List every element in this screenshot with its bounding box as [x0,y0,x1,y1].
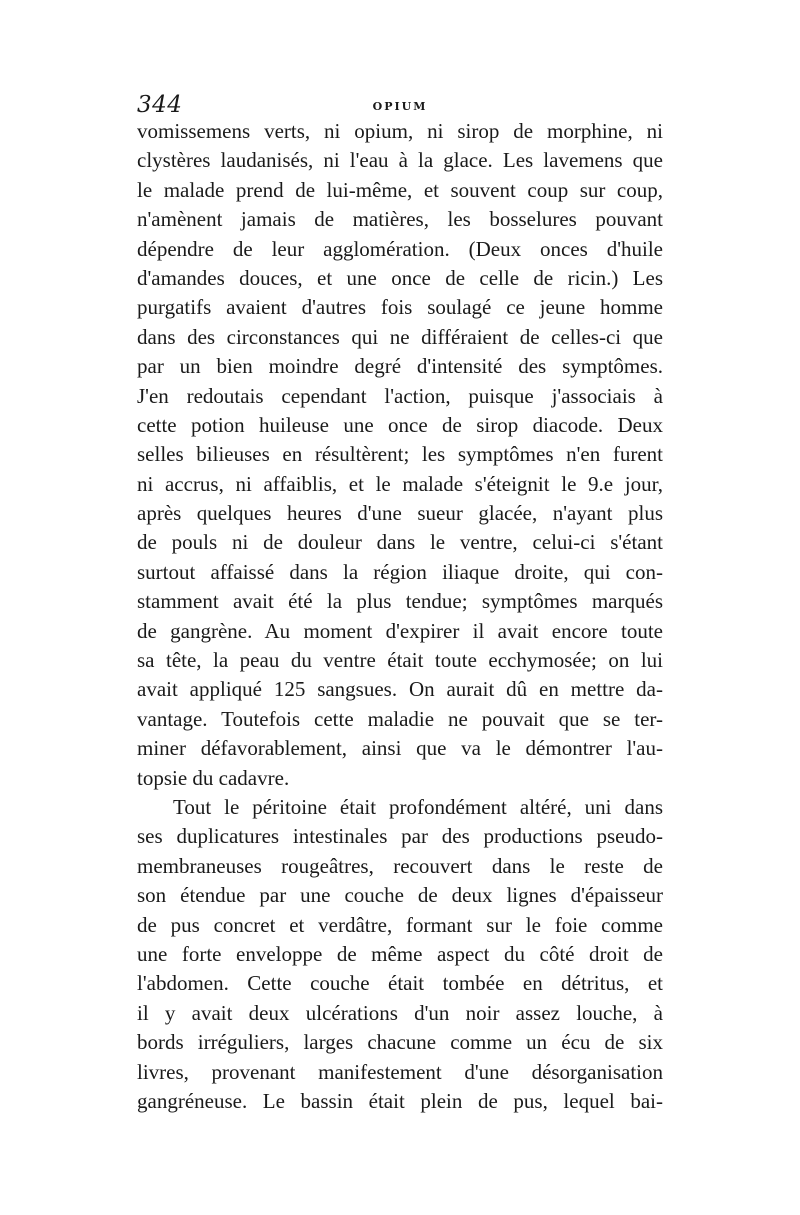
text-line-paragraph-start: Tout le péritoine était profondément altéré, uni dans [173,794,663,819]
text-line: surtout affaissé dans la région iliaque droite, qui con- [137,559,663,584]
text-line: par un bien moindre degré d'intensité des symptômes. [137,354,663,379]
text-line: d'amandes douces, et une once de celle de ricin.) Les [137,265,663,290]
text-line: purgatifs avaient d'autres fois soulagé ce jeune homme [137,295,663,320]
text-line: dans des circonstances qui ne différaient de celles-ci que [137,324,663,349]
text-line: de pouls ni de douleur dans le ventre, celui-ci s'étant [137,530,663,555]
text-line: gangréneuse. Le bassin était plein de pus, lequel bai- [137,1088,663,1113]
text-line: le malade prend de lui-même, et souvent coup sur coup, [137,177,663,202]
text-line: miner défavorablement, ainsi que va le démontrer l'au- [137,736,663,761]
text-line: l'abdomen. Cette couche était tombée en détritus, et [137,971,663,996]
text-line: clystères laudanisés, ni l'eau à la glace. Les lavemens que [137,148,663,173]
text-line: cette potion huileuse une once de sirop diacode. Deux [137,412,663,437]
text-line: J'en redoutais cependant l'action, puisque j'associais à [137,383,663,408]
text-line: ni accrus, ni affaiblis, et le malade s'éteignit le 9.e jour, [137,471,663,496]
text-line: de pus concret et verdâtre, formant sur le foie comme [137,912,663,937]
text-line: dépendre de leur agglomération. (Deux onces d'huile [137,236,663,261]
running-head: OPIUM [372,100,428,113]
text-line: n'amènent jamais de matières, les bosselures pouvant [137,207,663,232]
text-line: membraneuses rougeâtres, recouvert dans le reste de [137,853,663,878]
text-line: une forte enveloppe de même aspect du côté droit de [137,941,663,966]
text-line: vomissemens verts, ni opium, ni sirop de morphine, ni [137,119,663,143]
text-line: livres, provenant manifestement d'une désorganisation [137,1059,663,1084]
text-line: son étendue par une couche de deux lignes d'épaisseur [137,883,663,908]
text-line: il y avait deux ulcérations d'un noir assez louche, à [137,1000,663,1025]
body-text [137,117,663,1116]
text-line: sa tête, la peau du ventre était toute ecchymosée; on lui [137,648,663,673]
text-line: selles bilieuses en résultèrent; les symptômes n'en furent [137,442,663,467]
text-line: avait appliqué 125 sangsues. On aurait dû en mettre da- [137,677,663,702]
page-number: 344 [137,92,183,118]
text-line: stamment avait été la plus tendue; symptômes marqués [137,589,663,614]
text-line-paragraph-end: topsie du cadavre. [137,765,290,790]
text-line: ses duplicatures intestinales par des productions pseudo- [137,824,663,849]
text-line: après quelques heures d'une sueur glacée, n'ayant plus [137,501,663,526]
text-line: vantage. Toutefois cette maladie ne pouvait que se ter- [137,706,663,731]
text-line: bords irréguliers, larges chacune comme un écu de six [137,1030,663,1055]
text-line: de gangrène. Au moment d'expirer il avait encore toute [137,618,663,643]
